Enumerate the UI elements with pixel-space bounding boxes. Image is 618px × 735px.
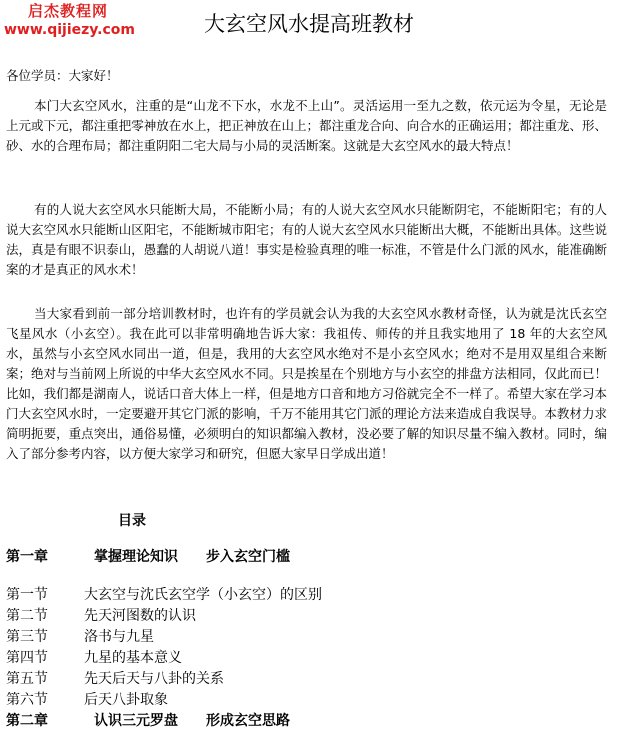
toc-title: 掌握理论知识 步入玄空门槛 bbox=[94, 549, 290, 565]
toc-title: 大玄空与沈氏玄空学（小玄空）的区别 bbox=[84, 587, 322, 603]
toc-number: 第六节 bbox=[6, 692, 48, 708]
toc-title: 认识三元罗盘 形成玄空思路 bbox=[94, 713, 290, 729]
toc-number: 第一节 bbox=[6, 587, 48, 603]
toc-title: 后天八卦取象 bbox=[84, 692, 168, 708]
toc-number: 第四节 bbox=[6, 650, 48, 666]
toc-number: 第三节 bbox=[6, 629, 48, 645]
paragraph-2: 有的人说大玄空风水只能断大局，不能断小局；有的人说大玄空风水只能断阴宅，不能断阳宅；有的人说大玄空风水只能断山区阳宅，不能断城市阳宅；有的人说大玄空风水只能断出大概，不能断出具体。这些说法，真是有眼不识泰山，愚蠢的人胡说八道！事实是检验真理的唯一标准，不管是什么门派的风水，能准确断案的才是真正的风水术！ bbox=[6, 202, 607, 277]
toc-heading: 目录 bbox=[118, 513, 146, 529]
toc-section-3 bbox=[6, 626, 154, 646]
watermark-site-url: www.qijiezy.com bbox=[4, 22, 135, 38]
toc-section-5 bbox=[6, 668, 224, 688]
toc-chapter-2 bbox=[6, 710, 290, 730]
watermark-site-name: 启杰教程网 bbox=[28, 2, 109, 20]
toc-title: 先天后天与八卦的关系 bbox=[84, 671, 224, 687]
toc-title: 九星的基本意义 bbox=[84, 650, 182, 666]
toc-number: 第五节 bbox=[6, 671, 48, 687]
toc-number: 第二章 bbox=[6, 713, 48, 729]
toc-number: 第二节 bbox=[6, 608, 48, 624]
toc-section-4 bbox=[6, 647, 182, 667]
toc-section-6 bbox=[6, 689, 168, 709]
toc-chapter-1 bbox=[6, 546, 290, 566]
greeting: 各位学员：大家好！ bbox=[6, 68, 119, 83]
toc-number: 第一章 bbox=[6, 549, 48, 565]
paragraph-1: 本门大玄空风水，注重的是“山龙不下水，水龙不上山”。灵活运用一至九之数，依元运为令星，无论是上元或下元，都注重把零神放在水上，把正神放在山上；都注重龙合向、向合水的正确运用；都注重龙、形、砂、水的合理布局；都注重阴阳二宅大局与小局的灵活断案。这就是大玄空风水的最大特点！ bbox=[6, 98, 607, 153]
toc-section-1 bbox=[6, 584, 322, 604]
toc-title: 洛书与九星 bbox=[84, 629, 154, 645]
toc-title: 先天河图数的认识 bbox=[84, 608, 196, 624]
toc-section-2 bbox=[6, 605, 196, 625]
document-title: 大玄空风水提高班教材 bbox=[204, 12, 414, 36]
paragraph-3: 当大家看到前一部分培训教材时，也许有的学员就会认为我的大玄空风水教材奇怪，认为就是沈氏玄空飞星风水（小玄空）。我在此可以非常明确地告诉大家：我祖传、师传的并且我实地用了 18 年的大玄空风水，虽然与小玄空风水同出一道，但是，我用的大玄空风水绝对不是小玄空风水；绝对不是用双星组合来断案；绝对与当前网上所说的中华大玄空风水不同。只是挨星在个别地方与小玄空的排盘方法相同，仅此而已！比如，我们都是湖南人，说话口音大体上一样，但是地方口音和地方习俗就完全不一样了。希望大家在学习本门大玄空风水时，一定要避开其它门派的影响，千万不能用其它门派的理论方法来造成自我误导。本教材力求简明扼要，重点突出，通俗易懂，必须明白的知识都编入教材，没必要了解的知识尽量不编入教材。同时，编入了部分参考内容，以方便大家学习和研究，但愿大家早日学成出道！ bbox=[6, 306, 607, 461]
